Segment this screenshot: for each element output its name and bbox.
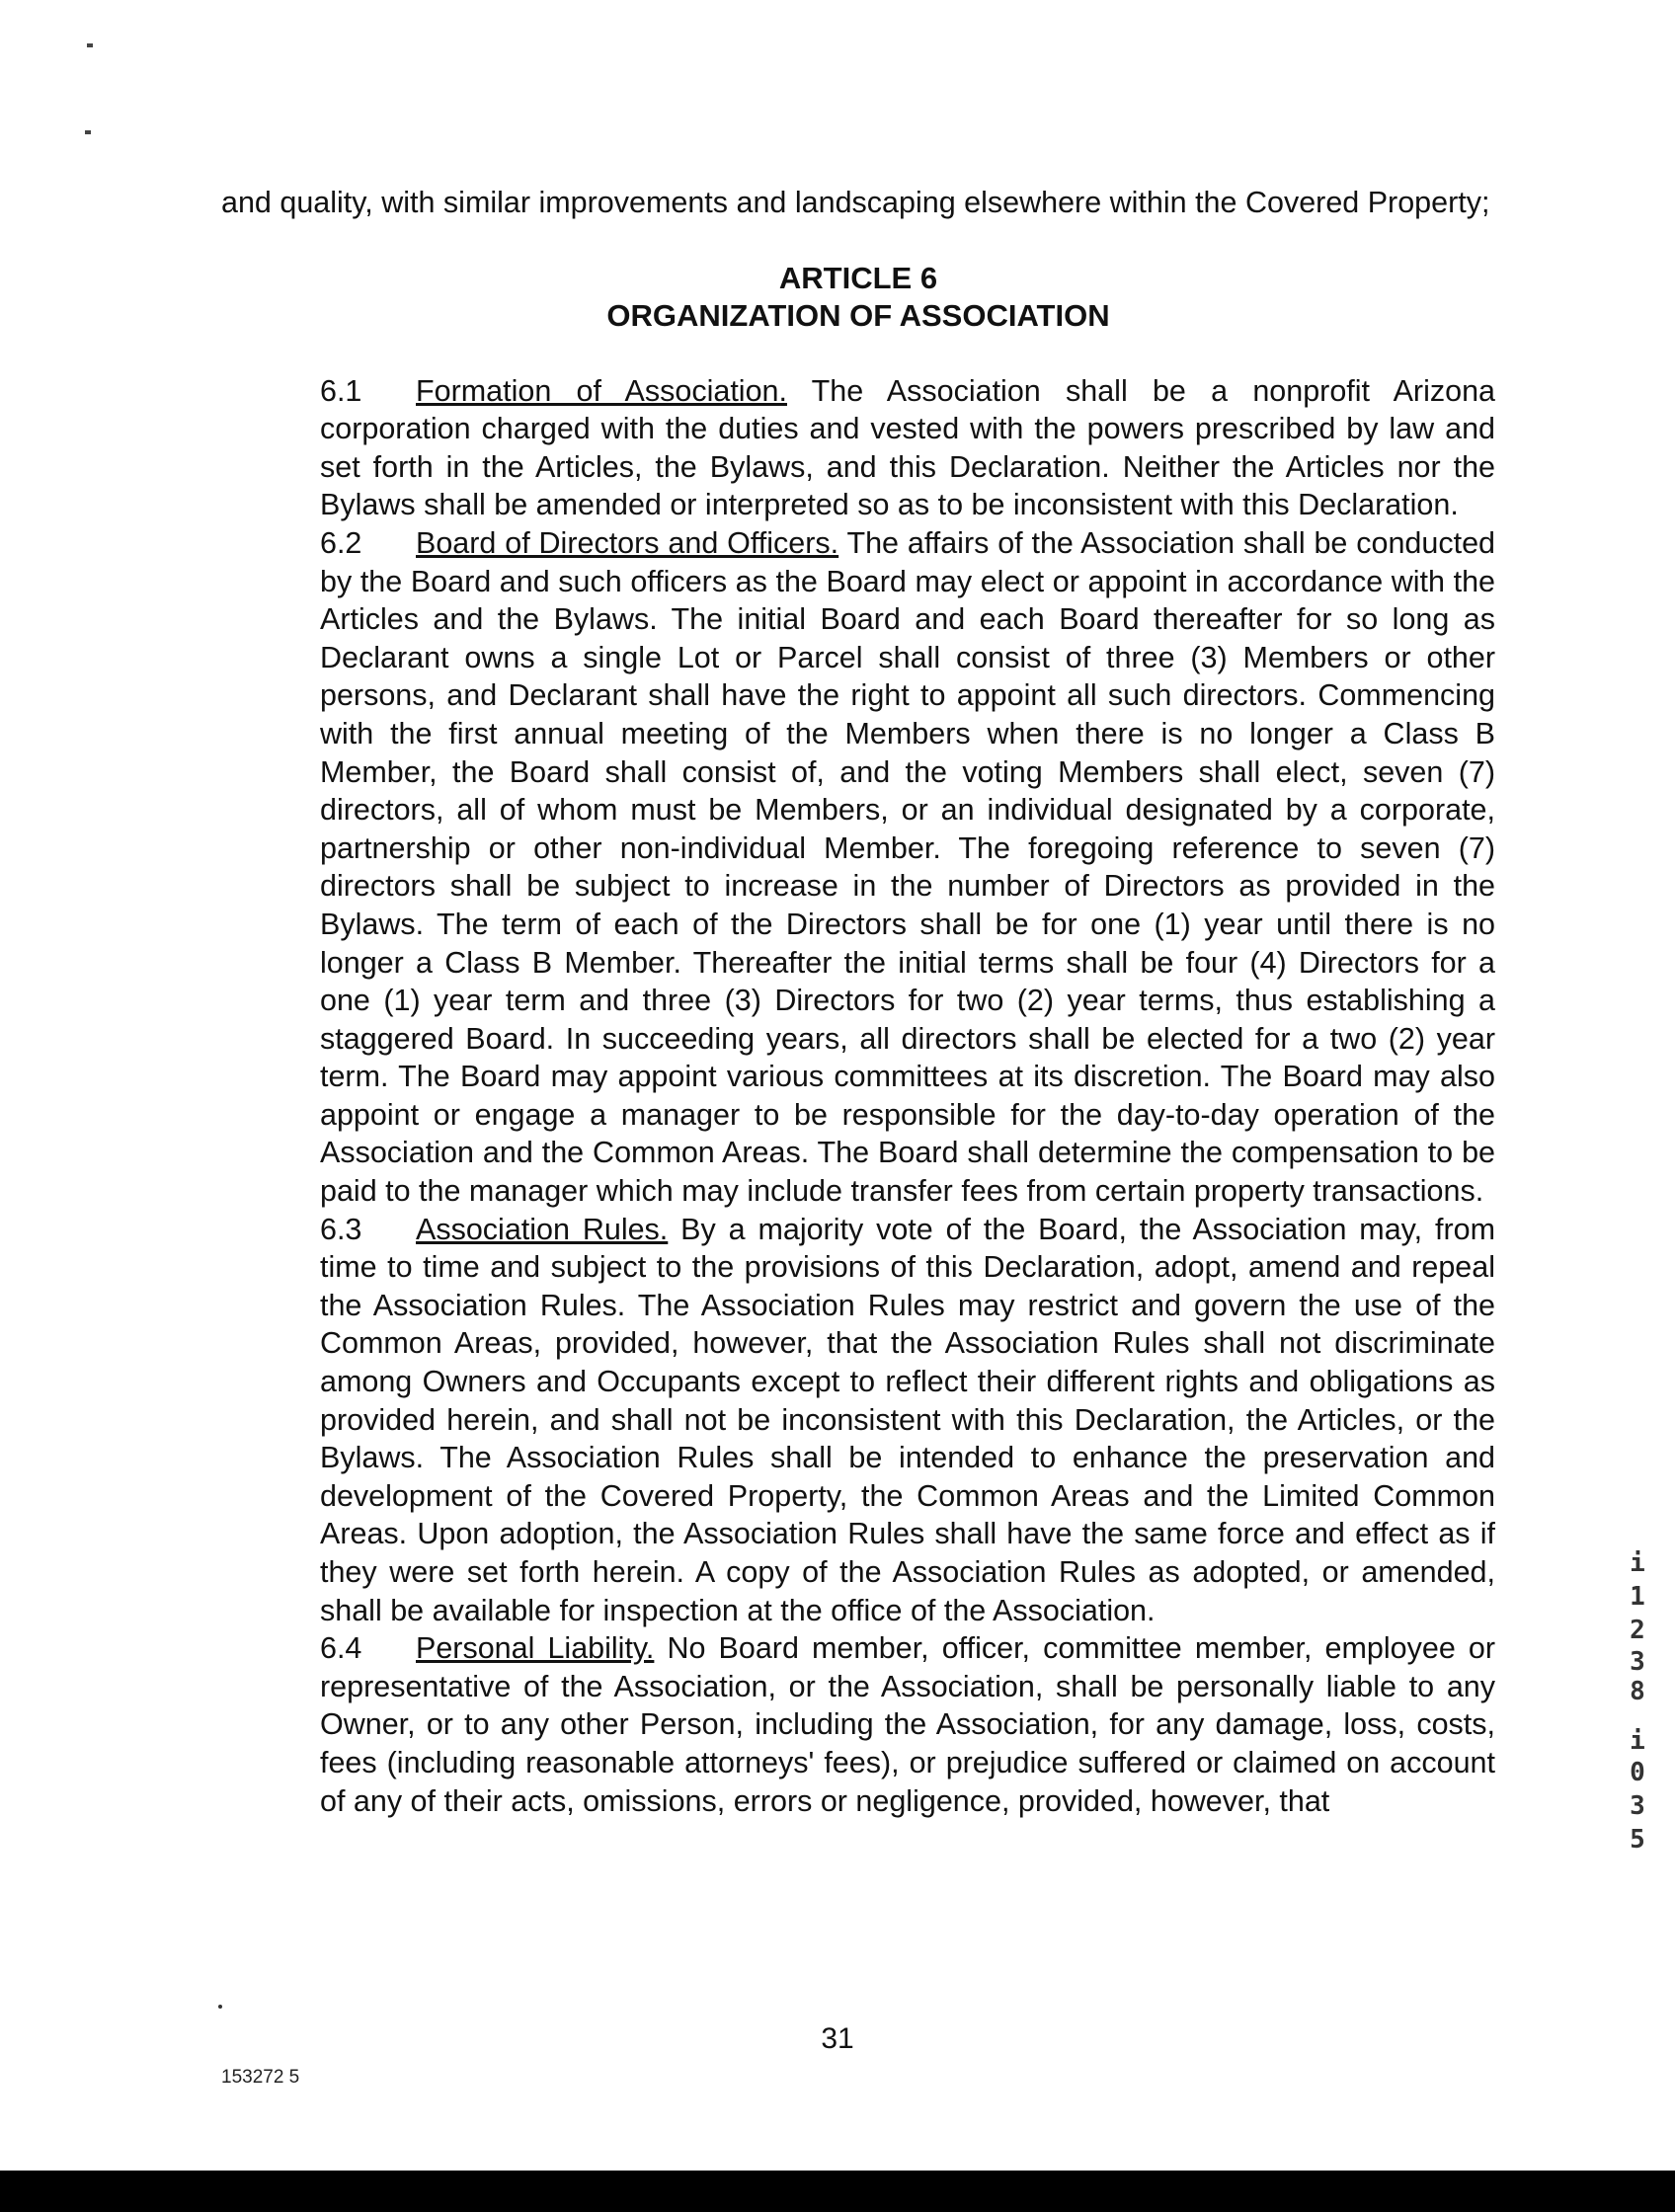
stamp-char: 2: [1630, 1616, 1645, 1645]
section-6-4: [221, 1629, 1495, 1820]
document-page: [221, 184, 1495, 1820]
section-6-1: [221, 372, 1495, 524]
section-body: By a majority vote of the Board, the Association may, from time to time and subject to the provisions of this Declaration, adopt, amend and repeal the Association Rules. The Association Rules may restrict and govern the use of the Common Areas, provided, however, that the Association Rules shall not discriminate among Owners and Occupants except to reflect their different rights and obligations as provided herein, and shall not be inconsistent with this Declaration, the Articles, or the Bylaws. The Association Rules shall be intended to enhance the preservation and development of the Covered Property, the Common Areas and the Limited Common Areas. Upon adoption, the Association Rules shall have the same force and effect as if they were set forth herein. A copy of the Association Rules as adopted, or amended, shall be available for inspection at the office of the Association.: [320, 1212, 1495, 1627]
section-number: 6.3: [320, 1212, 362, 1246]
page-number: 31: [821, 2022, 854, 2055]
article-title: ORGANIZATION OF ASSOCIATION: [606, 297, 1110, 333]
section-6-3: [221, 1211, 1495, 1630]
section-title: Formation of Association.: [416, 373, 787, 408]
stamp-char: i: [1630, 1726, 1645, 1756]
stamp-char: 8: [1630, 1677, 1645, 1706]
section-number: 6.2: [320, 525, 362, 560]
document-id: 153272 5: [221, 2067, 300, 2088]
section-title: Personal Liability.: [416, 1631, 655, 1666]
scan-dot: [218, 2005, 222, 2009]
section-body: The affairs of the Association shall be conducted by the Board and such officers as the Board may elect or appoint in accordance with the Articles and the Bylaws. The initial Board and each Board thereafter for so long as Declarant owns a single Lot or Parcel shall consist of three (3) Members or other persons, and Declarant shall have the right to appoint all such directors. Commencing with the first annual meeting of the Members when there is no longer a Class B Member, the Board shall consist of, and the voting Members shall elect, seven (7) directors, all of whom must be Members, or an individual designated by a corporate, partnership or other non-individual Member. The foregoing reference to seven (7) directors shall be subject to increase in the number of Directors as provided in the Bylaws. The term of each of the Directors shall be for one (1) year until there is no longer a Class B Member. Thereafter the initial terms shall be four (4) Directors for a one (1) year term and three (3) Directors for two (2) year terms, thus establishing a staggered Board. In succeeding years, all directors shall be elected for a two (2) year term. The Board may appoint various committees at its discretion. The Board may also appoint or engage a manager to be responsible for the day-to-day operation of the Association and the Common Areas. The Board shall determine the compensation to be paid to the manager which may include transfer fees from certain property transactions.: [320, 525, 1495, 1209]
scan-speck-left: [85, 130, 91, 134]
section-body: The Association shall be a nonprofit Arizona corporation charged with the duties and vested with the powers prescribed by law and set forth in the Articles, the Bylaws, and this Declaration. Neither the Articles nor the Bylaws shall be amended or interpreted so as to be inconsistent with this Declaration.: [320, 373, 1495, 522]
scan-border-bottom: [0, 2171, 1675, 2212]
section-title: Board of Directors and Officers.: [416, 525, 839, 560]
scan-speck-top: [87, 43, 93, 47]
section-body: No Board member, officer, committee member, employee or representative of the Association, or the Association, shall be personally liable to any Owner, or to any other Person, including the Association, for any damage, loss, costs, fees (including reasonable attorneys' fees), or prejudice suffered or claimed on account of any of their acts, omissions, errors or negligence, provided, however, that: [320, 1631, 1495, 1818]
stamp-char: 3: [1630, 1647, 1645, 1677]
article-number: ARTICLE 6: [778, 260, 938, 295]
recording-number-stamp: [1618, 1550, 1657, 1876]
section-number: 6.4: [320, 1631, 362, 1666]
section-title: Association Rules.: [416, 1212, 669, 1246]
section-number: 6.1: [320, 373, 362, 408]
article-heading: [221, 260, 1495, 335]
stamp-char: 3: [1630, 1791, 1645, 1821]
stamp-char: 1: [1630, 1582, 1645, 1612]
section-6-2: [221, 524, 1495, 1211]
intro-paragraph: and quality, with similar improvements and landscaping elsewhere within the Covered Property;: [221, 186, 1490, 219]
stamp-char: 5: [1630, 1825, 1645, 1855]
stamp-char: 0: [1630, 1758, 1645, 1787]
stamp-char: i: [1630, 1548, 1645, 1578]
